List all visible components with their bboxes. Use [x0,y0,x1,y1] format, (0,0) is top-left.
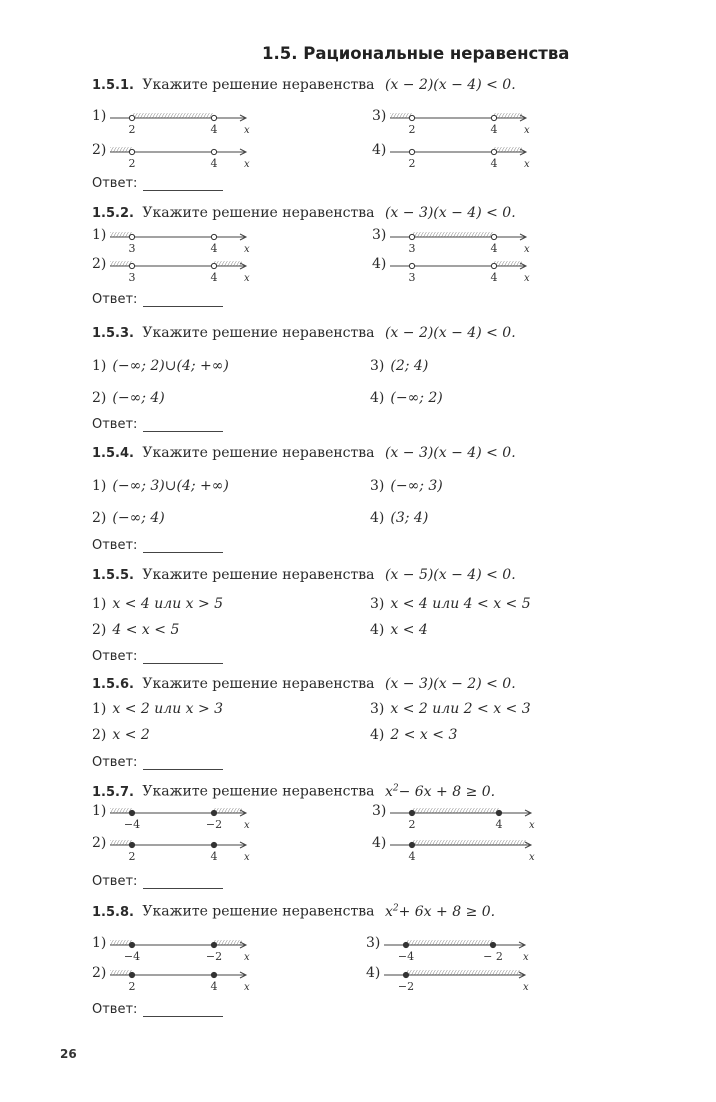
solution-hatch [412,840,527,845]
filled-point [129,842,134,847]
open-point [491,234,496,239]
option-2: 2) (−∞; 4) [92,390,165,406]
point-label: 2 [128,850,136,863]
point-label: 2 [408,123,416,136]
axis-x-label: x [244,982,250,993]
point-label: −2 [205,818,223,831]
axis-x-label: x [244,125,250,136]
point-label: 4 [210,157,218,170]
option-3: 3) x < 4 или 4 < x < 5 [370,596,531,612]
option-3: 3) (−∞; 3) [370,478,443,494]
answer-line[interactable] [143,757,223,770]
open-point [129,263,134,268]
solution-hatch [110,940,132,945]
problem-expression: (x − 2)(x − 4) < 0. [384,77,516,93]
filled-point [403,972,408,977]
filled-point [129,972,134,977]
answer-field[interactable] [92,538,223,553]
number-line [110,142,260,168]
problem-number: 1.5.7. [92,784,134,800]
point-label: −2 [205,950,223,963]
open-point [409,149,414,154]
solution-hatch [214,261,242,266]
answer-line[interactable] [143,1004,223,1017]
option-label: 1) [92,803,107,819]
option-label: 3) [366,935,381,951]
filled-point [211,842,216,847]
point-label: 4 [495,818,503,831]
open-point [409,263,414,268]
option-4: 4) (3; 4) [370,510,429,526]
number-line [390,227,540,253]
solution-hatch [494,147,522,152]
number-line [110,965,260,995]
option-3: 3) (2; 4) [370,358,429,374]
solution-hatch [494,261,522,266]
answer-field[interactable] [92,649,223,664]
axis-x-label: x [244,244,250,255]
point-label: 4 [210,850,218,863]
point-label: −4 [397,950,415,963]
problem-1-5-7 [92,783,495,800]
option-label: 4) [366,965,381,981]
open-point [491,115,496,120]
solution-hatch [412,808,499,813]
point-label: 4 [490,123,498,136]
answer-field[interactable] [92,176,223,191]
open-point [211,115,216,120]
solution-hatch [214,808,242,813]
solution-hatch [406,970,521,975]
axis-x-label: x [244,159,250,170]
problem-expression: (x − 3)(x − 2) < 0. [384,676,516,692]
option-1: 1) x < 2 или x > 3 [92,701,224,717]
problem-text: Укажите решение неравенства [142,325,375,341]
option-label: 1) [92,108,107,124]
axis-x-label: x [244,273,250,284]
problem-expression: (x − 3)(x − 4) < 0. [384,445,516,461]
option-label: 3) [372,227,387,243]
answer-field[interactable] [92,1002,223,1017]
problem-text: Укажите решение неравенства [142,77,375,93]
number-line [390,803,545,833]
point-label: 4 [490,242,498,255]
filled-point [129,942,134,947]
section-heading: 1.5. Рациональные неравенства [262,44,570,63]
option-label: 2) [92,256,107,272]
problem-text: Укажите решение неравенства [142,445,375,461]
problem-text: Укажите решение неравенства [142,903,375,920]
option-label: 1) [92,935,107,951]
number-line [110,935,260,965]
solution-hatch [412,232,494,237]
problem-number: 1.5.4. [92,446,134,461]
point-label: 2 [408,818,416,831]
problem-expression: (x − 3)(x − 4) < 0. [384,205,516,221]
number-line [110,803,260,833]
point-label: 4 [490,271,498,284]
point-label: 4 [210,123,218,136]
solution-hatch [110,808,132,813]
problem-1-5-8 [92,903,495,920]
solution-hatch [406,940,493,945]
answer-label: Ответ: [92,874,138,889]
filled-point [409,842,414,847]
answer-line[interactable] [143,876,223,889]
point-label: 3 [128,242,136,255]
option-label: 2) [92,142,107,158]
problem-number: 1.5.3. [92,326,134,341]
open-point [491,149,496,154]
problem-number: 1.5.2. [92,206,134,221]
point-label: 4 [210,271,218,284]
point-label: −2 [397,980,415,993]
point-label: 3 [128,271,136,284]
number-line [390,256,540,282]
problem-text: Укажите решение неравенства [142,567,375,583]
number-line [390,108,540,134]
point-label: 4 [408,850,416,863]
axis-x-label: x [529,852,535,863]
solution-hatch [110,261,132,266]
number-line [110,256,260,282]
number-line [384,965,539,995]
answer-field[interactable] [92,417,223,432]
option-2: 2) (−∞; 4) [92,510,165,526]
problem-number: 1.5.6. [92,677,134,692]
filled-point [409,810,414,815]
problem-text: Укажите решение неравенства [142,676,375,692]
problem-1-5-1 [92,77,516,93]
filled-point [211,972,216,977]
point-label: 2 [128,123,136,136]
option-2: 2) x < 2 [92,727,150,743]
number-line [390,835,545,865]
point-label: 4 [210,980,218,993]
option-label: 1) [92,227,107,243]
point-label: 4 [490,157,498,170]
option-label: 3) [372,108,387,124]
option-label: 3) [372,803,387,819]
point-label: 3 [408,271,416,284]
solution-hatch [390,113,412,118]
solution-hatch [110,840,132,845]
solution-hatch [214,940,242,945]
filled-point [496,810,501,815]
answer-line[interactable] [143,540,223,553]
option-1: 1) x < 4 или x > 5 [92,596,224,612]
open-point [211,263,216,268]
option-label: 4) [372,256,387,272]
problem-number: 1.5.8. [92,904,134,920]
point-label: 2 [408,157,416,170]
problem-1-5-2 [92,205,516,221]
axis-x-label: x [524,244,530,255]
answer-field[interactable] [92,292,223,307]
filled-point [490,942,495,947]
answer-line[interactable] [143,419,223,432]
filled-point [211,942,216,947]
open-point [129,234,134,239]
number-line [110,227,260,253]
open-point [129,115,134,120]
number-line [390,142,540,168]
option-label: 2) [92,965,107,981]
open-point [129,149,134,154]
point-label: 2 [128,157,136,170]
option-label: 4) [372,142,387,158]
option-1: 1) (−∞; 3)∪(4; +∞) [92,478,229,494]
answer-line[interactable] [143,651,223,664]
axis-x-label: x [529,820,535,831]
number-line [384,935,539,965]
axis-x-label: x [524,159,530,170]
axis-x-label: x [244,952,250,963]
answer-label: Ответ: [92,292,138,307]
option-4: 4) (−∞; 2) [370,390,443,406]
filled-point [211,810,216,815]
answer-field[interactable] [92,874,223,889]
problem-number: 1.5.5. [92,568,134,583]
open-point [409,115,414,120]
option-3: 3) x < 2 или 2 < x < 3 [370,701,531,717]
point-label: 2 [128,980,136,993]
option-label: 4) [372,835,387,851]
filled-point [129,810,134,815]
open-point [409,234,414,239]
answer-label: Ответ: [92,755,138,770]
solution-hatch [132,113,214,118]
axis-x-label: x [523,982,529,993]
solution-hatch [494,113,522,118]
problem-1-5-4 [92,445,516,461]
solution-hatch [110,147,132,152]
option-1: 1) (−∞; 2)∪(4; +∞) [92,358,229,374]
answer-label: Ответ: [92,417,138,432]
answer-label: Ответ: [92,538,138,553]
point-label: −4 [123,818,141,831]
option-4: 4) 2 < x < 3 [370,727,458,743]
answer-label: Ответ: [92,1002,138,1017]
answer-label: Ответ: [92,176,138,191]
problem-text: Укажите решение неравенства [142,205,375,221]
problem-expression: (x − 5)(x − 4) < 0. [384,567,516,583]
open-point [211,234,216,239]
page-number: 26 [60,1047,77,1061]
number-line [110,835,260,865]
solution-hatch [110,970,132,975]
axis-x-label: x [244,820,250,831]
answer-line[interactable] [143,294,223,307]
problem-expression: $x^2- 6x + 8 \ge 0$. [384,783,496,800]
solution-hatch [110,232,132,237]
axis-x-label: x [523,952,529,963]
filled-point [403,942,408,947]
problem-1-5-6 [92,676,516,692]
point-label: 3 [408,242,416,255]
option-4: 4) x < 4 [370,622,428,638]
point-label: − 2 [483,950,503,963]
point-label: −4 [123,950,141,963]
problem-1-5-3 [92,325,516,341]
problem-number: 1.5.1. [92,78,134,93]
open-point [491,263,496,268]
option-2: 2) 4 < x < 5 [92,622,180,638]
problem-expression: (x − 2)(x − 4) < 0. [384,325,516,341]
problem-expression: $x^2+ 6x + 8 \ge 0$. [384,903,496,920]
option-label: 2) [92,835,107,851]
answer-label: Ответ: [92,649,138,664]
axis-x-label: x [524,125,530,136]
open-point [211,149,216,154]
problem-1-5-5 [92,567,516,583]
axis-x-label: x [244,852,250,863]
number-line [110,108,260,134]
problem-text: Укажите решение неравенства [142,783,375,800]
answer-field[interactable] [92,755,223,770]
point-label: 4 [210,242,218,255]
answer-line[interactable] [143,178,223,191]
axis-x-label: x [524,273,530,284]
